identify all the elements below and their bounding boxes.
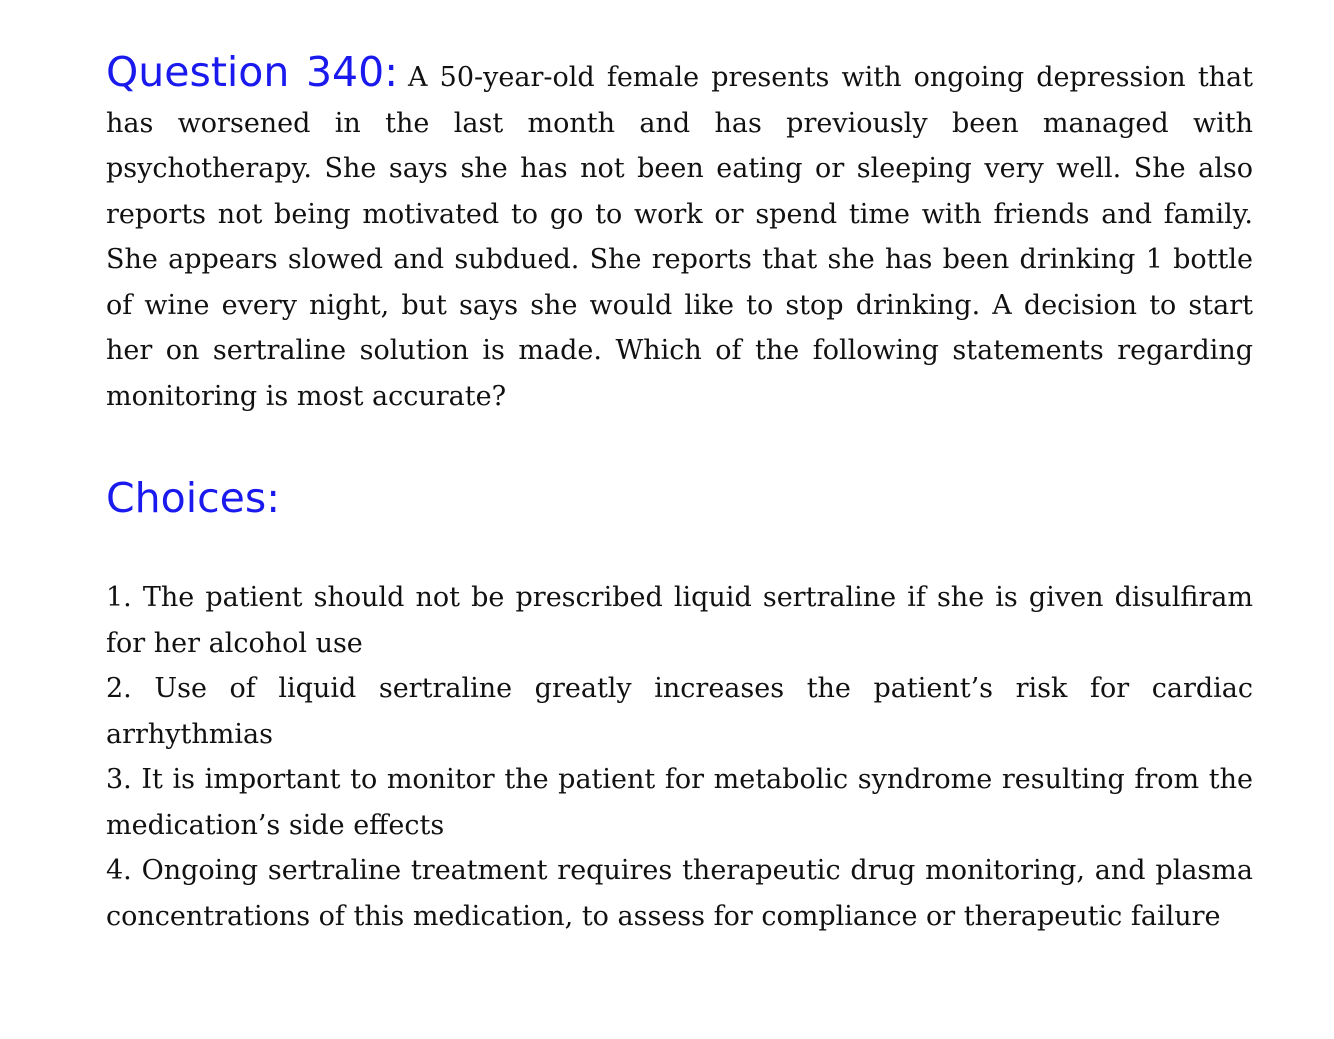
choices-heading: Choices:	[106, 474, 281, 522]
question-text: A 50-year-old female presents with ongoing depression that has worsened in the last month and has previously been managed with psychotherapy. She says she has not been eating or sleeping very well. She also reports not being motivated to go to work or spend time with friends and family. She appears slowed and subdued. She reports that she has been drinking 1 bottle of wine every night, but says she would like to stop drinking. A decision to start her on sertraline solution is made. Which of the following statements regarding monitoring is most accurate?	[106, 62, 1254, 412]
choice-2[interactable]: 2. Use of liquid sertraline greatly increases the patient’s risk for cardiac arrhythmias	[106, 673, 1253, 750]
question-page	[106, 48, 1254, 932]
choice-list	[106, 575, 1253, 939]
choice-3[interactable]: 3. It is important to monitor the patient for metabolic syndrome resulting from the medication’s side effects	[106, 764, 1253, 841]
question-block	[106, 50, 1253, 419]
choice-1[interactable]: 1. The patient should not be prescribed liquid sertraline if she is given disulfiram for her alcohol use	[106, 582, 1253, 659]
question-label: Question 340:	[106, 48, 399, 96]
choice-4[interactable]: 4. Ongoing sertraline treatment requires therapeutic drug monitoring, and plasma concentrations of this medication, to assess for compliance or therapeutic failure	[106, 855, 1253, 932]
